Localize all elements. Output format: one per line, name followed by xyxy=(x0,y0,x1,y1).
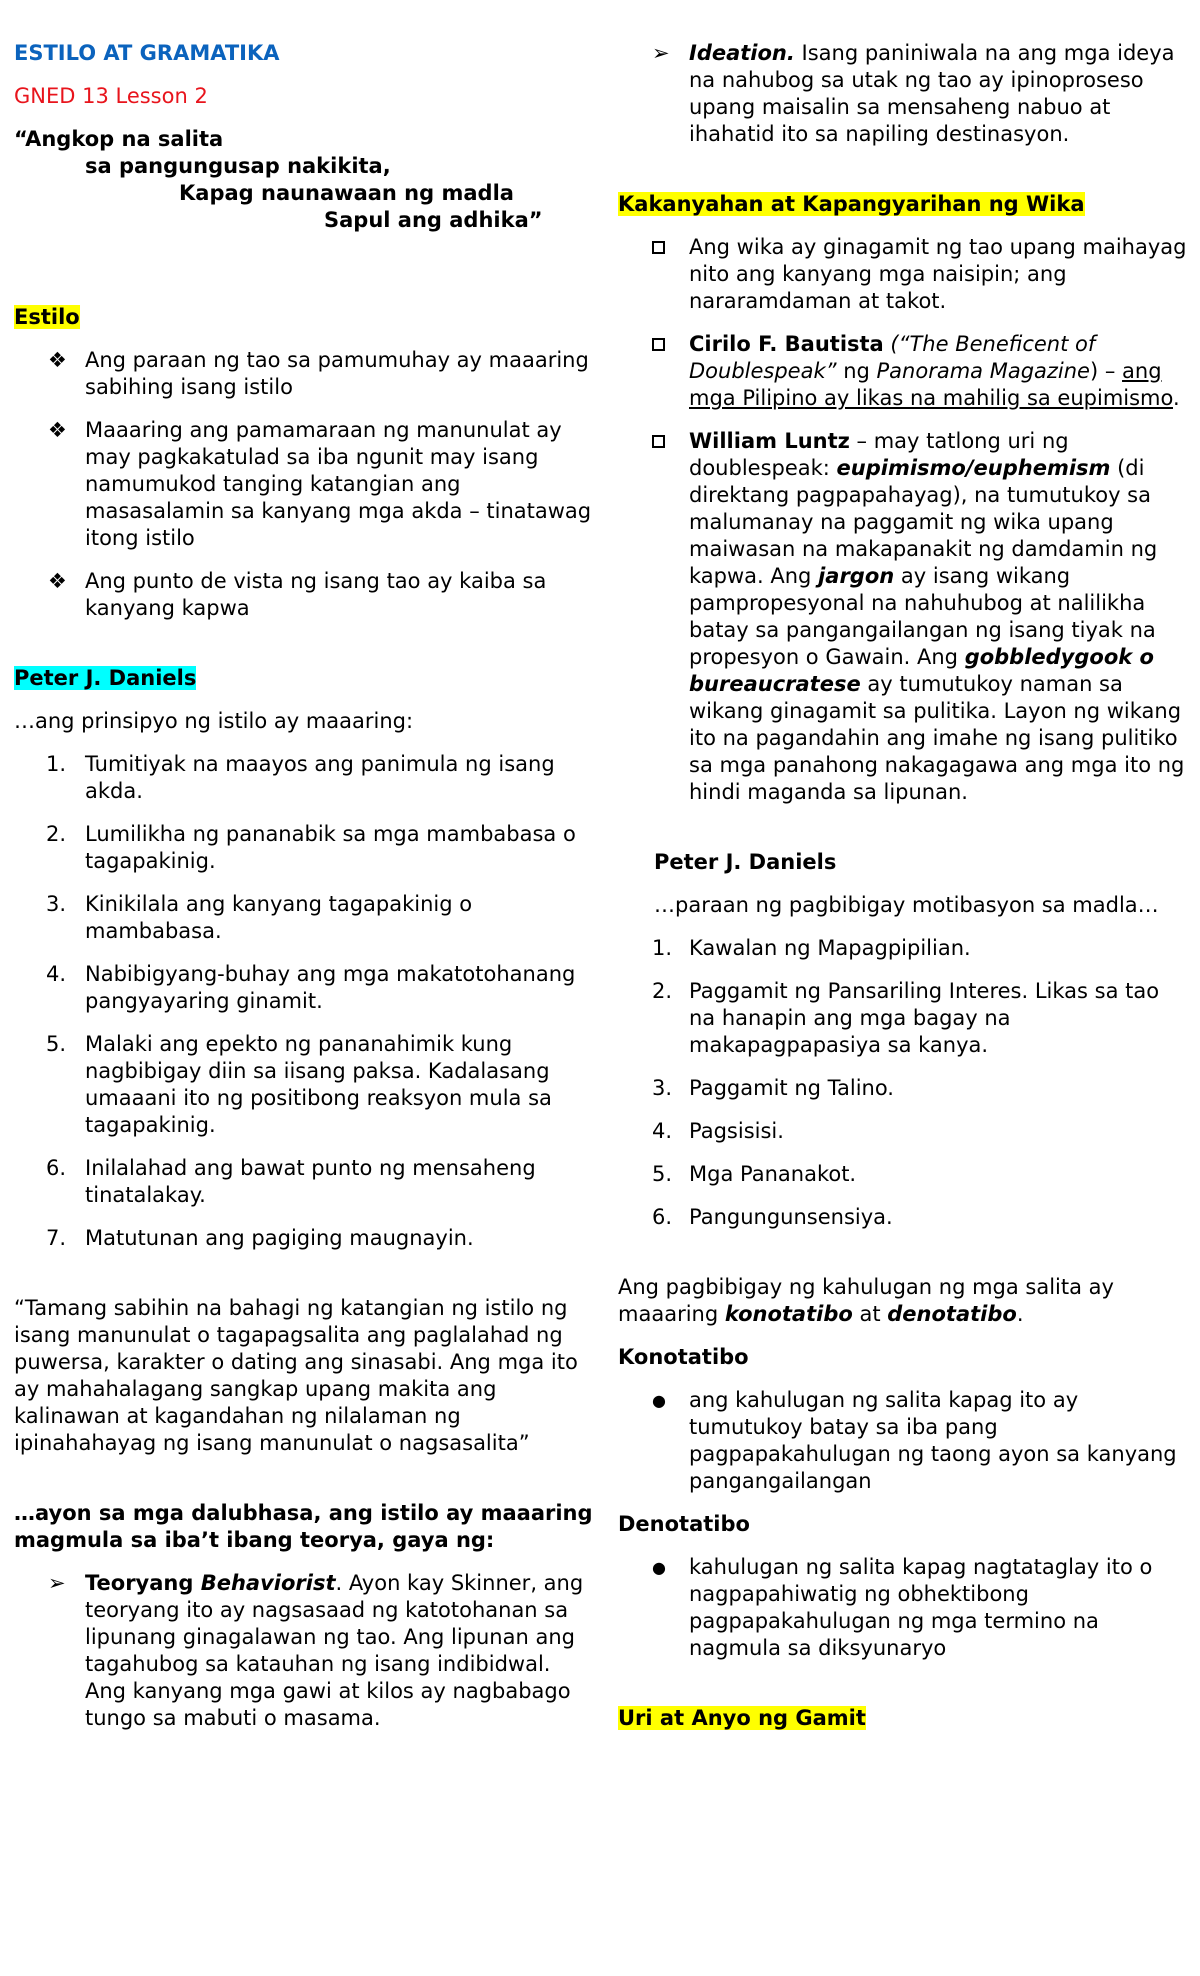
left-column xyxy=(14,40,594,1732)
daniels-intro-2: …paraan ng pagbibigay motibasyon sa madla… xyxy=(654,893,1159,917)
principle-text: Lumilikha ng pananabik sa mga mambabasa o tagapakinig. xyxy=(85,822,576,873)
principle-item: 5. Malaki ang epekto ng pananahimik kung nagbibigay diin sa iisang paksa. Kadalasang umaaani ito ng positibong reaksyon mula sa tagapakinig. xyxy=(46,1032,552,1137)
diamond-bullet-icon: ❖ xyxy=(48,348,67,372)
motivation-text: Paggamit ng Pansariling Interes. Likas sa tao na hanapin ang mga bagay na makapagpapasiya sa kanya. xyxy=(689,979,1160,1057)
denotatibo-text: kahulugan ng salita kapag nagtataglay ito o nagpapahiwatig ng obhektibong pagpapakahulugan ng mga termino na nagmula sa diksyunaryo xyxy=(689,1555,1153,1660)
kahulugan-end: . xyxy=(1016,1302,1024,1326)
bautista-paren: (“ xyxy=(883,332,910,356)
behaviorist-term: Behaviorist xyxy=(200,1571,336,1595)
behaviorist-item xyxy=(14,1570,594,1732)
arrow-bullet-icon: ➢ xyxy=(652,41,670,65)
luntz-name: William Luntz xyxy=(689,429,850,453)
principle-text: Kinikilala ang kanyang tagapakinig o mambabasa. xyxy=(85,892,473,943)
principle-item: 2. Lumilikha ng pananabik sa mga mambabasa o tagapakinig. xyxy=(46,822,576,873)
checkbox-bullet-icon xyxy=(652,435,665,448)
term-konotatibo: konotatibo xyxy=(724,1302,853,1326)
luntz-term-gobbledygook: gobbledygook o bureaucratese xyxy=(689,645,1154,696)
kakayahan-heading: Kakanyahan at Kapangyarihan ng Wika xyxy=(618,192,1085,216)
wika-text: Ang wika ay ginagamit ng tao upang maihayag nito ang kanyang mga naisipin; ang nararamdaman at takot. xyxy=(689,235,1187,313)
motivation-text: Paggamit ng Talino. xyxy=(689,1076,894,1100)
luntz-text: ay tumutukoy naman sa wikang ginagamit sa pulitika. Layon ng wikang ito na pagandahin ang imahe ng isang pulitiko sa mga panahong nakagagawa ang mga ito ng hindi maganda sa lipunan. xyxy=(689,672,1185,804)
principle-item: 1. Tumitiyak na maayos ang panimula ng isang akda. xyxy=(46,752,555,803)
behaviorist-text: . Ayon kay Skinner, ang teoryang ito ay nagsasaad ng katotohanan sa lipunang ginagalawan ng tao. Ang lipunan ang tagahubog sa katauhan ng isang indibidwal. Ang kanyang mga gawi at kilos ay nagbabago tungo sa mabuti o masama. xyxy=(85,1571,584,1730)
estilo-bullet xyxy=(14,417,594,552)
principle-item: 7. Matutunan ang pagiging maugnayin. xyxy=(46,1226,474,1250)
dot-bullet-icon: ● xyxy=(652,1391,666,1410)
estilo-bullet-text: Ang punto de vista ng isang tao ay kaiba sa kanyang kapwa xyxy=(85,569,547,620)
diamond-bullet-icon: ❖ xyxy=(48,418,67,442)
denotatibo-item xyxy=(618,1554,1188,1662)
ideation-term: Ideation. xyxy=(689,41,795,65)
poem-line-2: sa pangungusap nakikita, xyxy=(85,154,391,178)
poem-line-3: Kapag naunawaan ng madla xyxy=(179,181,514,205)
motivation-text: Mga Pananakot. xyxy=(689,1162,857,1186)
luntz-term-euphemism: eupimismo/euphemism xyxy=(836,456,1111,480)
lesson-label: GNED 13 Lesson 2 xyxy=(14,84,208,108)
motivation-item: 5. Mga Pananakot. xyxy=(652,1162,857,1186)
dot-bullet-icon: ● xyxy=(652,1558,666,1577)
motivation-text: Kawalan ng Mapagpipilian. xyxy=(689,936,971,960)
luntz-text: (di direktang pagpapahayag), na tumutukoy sa malumanay na paggamit ng wika upang maiwasan na makapanakit ng damdamin ng kapwa. Ang xyxy=(689,456,1158,588)
motivation-item: 2. Paggamit ng Pansariling Interes. Likas sa tao na hanapin ang mga bagay na makapagpapasiya sa kanya. xyxy=(652,979,1160,1057)
poem-line-4: Sapul ang adhika” xyxy=(324,208,543,232)
bautista-claim: ang mga Pilipino ay likas na mahilig sa eupimismo xyxy=(689,359,1173,410)
poem-line-1: “Angkop na salita xyxy=(14,127,224,151)
bautista-magazine: Panorama Magazine xyxy=(876,359,1090,383)
motivation-item: 1. Kawalan ng Mapagpipilian. xyxy=(652,936,971,960)
bautista-name: Cirilo F. Bautista xyxy=(689,332,884,356)
bautista-close: ) – xyxy=(1089,359,1123,383)
estilo-bullet xyxy=(14,347,594,401)
daniels-heading-2: Peter J. Daniels xyxy=(654,850,837,874)
motivation-item: 6. Pangungunsensiya. xyxy=(652,1205,893,1229)
motivation-text: Pangungunsensiya. xyxy=(689,1205,893,1229)
principle-text: Inilalahad ang bawat punto ng mensaheng tinatalakay. xyxy=(85,1156,536,1207)
konotatibo-heading: Konotatibo xyxy=(618,1345,749,1369)
style-quote: “Tamang sabihin na bahagi ng katangian ng istilo ng isang manunulat o tagapagsalita ang paglalahad ng puwersa, karakter o dating ang sinasabi. Ang mga ito ay mahahalagang sangkap upang makita ang kalinawan at kagandahan ng nilalaman ng ipinahahayag ng isang manunulat o nagsasalita” xyxy=(14,1296,578,1455)
estilo-heading: Estilo xyxy=(14,305,80,329)
estilo-bullet-text: Maaaring ang pamamaraan ng manunulat ay may pagkakatulad sa iba ngunit may isang namumukod tanging katangian ang masasalamin sa kanyang mga akda – tinatawag itong istilo xyxy=(85,418,592,550)
konotatibo-text: ang kahulugan ng salita kapag ito ay tumutukoy batay sa iba pang pagpapakahulugan ng taong ayon sa kanyang pangangailangan xyxy=(689,1388,1177,1493)
document-title: ESTILO AT GRAMATIKA xyxy=(14,41,280,65)
arrow-bullet-icon: ➢ xyxy=(48,1571,66,1595)
konotatibo-item xyxy=(618,1387,1188,1495)
kahulugan-lead: Ang pagbibigay ng kahulugan ng mga salita ay maaaring xyxy=(618,1275,1114,1326)
luntz-term-jargon: jargon xyxy=(818,564,895,588)
motivation-item: 4. Pagsisisi. xyxy=(652,1119,784,1143)
principle-text: Tumitiyak na maayos ang panimula ng isang akda. xyxy=(85,752,555,803)
theories-heading: …ayon sa mga dalubhasa, ang istilo ay maaaring magmula sa iba’t ibang teorya, gaya ng: xyxy=(14,1501,593,1552)
principle-item: 4. Nabibigyang-buhay ang mga makatotohanang pangyayaring ginamit. xyxy=(46,962,576,1013)
bautista-item xyxy=(618,331,1188,412)
right-column xyxy=(618,40,1188,1732)
denotatibo-heading: Denotatibo xyxy=(618,1512,750,1536)
wika-item xyxy=(618,234,1188,315)
diamond-bullet-icon: ❖ xyxy=(48,569,67,593)
principle-text: Matutunan ang pagiging maugnayin. xyxy=(85,1226,474,1250)
bautista-end: . xyxy=(1173,386,1180,410)
principle-item: 6. Inilalahad ang bawat punto ng mensaheng tinatalakay. xyxy=(46,1156,536,1207)
luntz-item xyxy=(618,428,1188,806)
luntz-text: ay isang wikang pampropesyonal na nahuhubog at nalilikha batay sa pangangailangan ng isang tiyak na propesyon o Gawain. Ang xyxy=(689,564,1156,669)
bautista-work: The Beneficent of Doublespeak” xyxy=(689,332,1096,383)
motivation-item: 3. Paggamit ng Talino. xyxy=(652,1076,894,1100)
opening-poem xyxy=(14,126,594,234)
principle-text: Malaki ang epekto ng pananahimik kung nagbibigay diin sa iisang paksa. Kadalasang umaaani ito ng positibong reaksyon mula sa tagapakinig. xyxy=(85,1032,552,1137)
estilo-bullet-text: Ang paraan ng tao sa pamumuhay ay maaaring sabihing isang istilo xyxy=(85,348,589,399)
kahulugan-mid: at xyxy=(852,1302,888,1326)
ideation-item xyxy=(618,40,1188,148)
principle-item: 3. Kinikilala ang kanyang tagapakinig o mambabasa. xyxy=(46,892,473,943)
ideation-text: Isang paniniwala na ang mga ideya na nahubog sa utak ng tao ay ipinoproseso upang maisalin sa mensaheng nabuo at ihahatid ito sa napiling destinasyon. xyxy=(689,41,1175,146)
luntz-text: – may tatlong uri ng doublespeak: xyxy=(689,429,1069,480)
term-denotatibo: denotatibo xyxy=(887,1302,1017,1326)
daniels-intro-1: …ang prinsipyo ng istilo ay maaaring: xyxy=(14,709,414,733)
checkbox-bullet-icon xyxy=(652,241,665,254)
principle-text: Nabibigyang-buhay ang mga makatotohanang pangyayaring ginamit. xyxy=(85,962,576,1013)
checkbox-bullet-icon xyxy=(652,338,665,351)
daniels-heading-1: Peter J. Daniels xyxy=(14,666,197,690)
uri-heading: Uri at Anyo ng Gamit xyxy=(618,1706,866,1730)
behaviorist-lead: Teoryang xyxy=(85,1571,201,1595)
bautista-mid: ng xyxy=(836,359,877,383)
estilo-bullet xyxy=(14,568,594,622)
motivation-text: Pagsisisi. xyxy=(689,1119,784,1143)
kahulugan-intro xyxy=(618,1274,1188,1328)
